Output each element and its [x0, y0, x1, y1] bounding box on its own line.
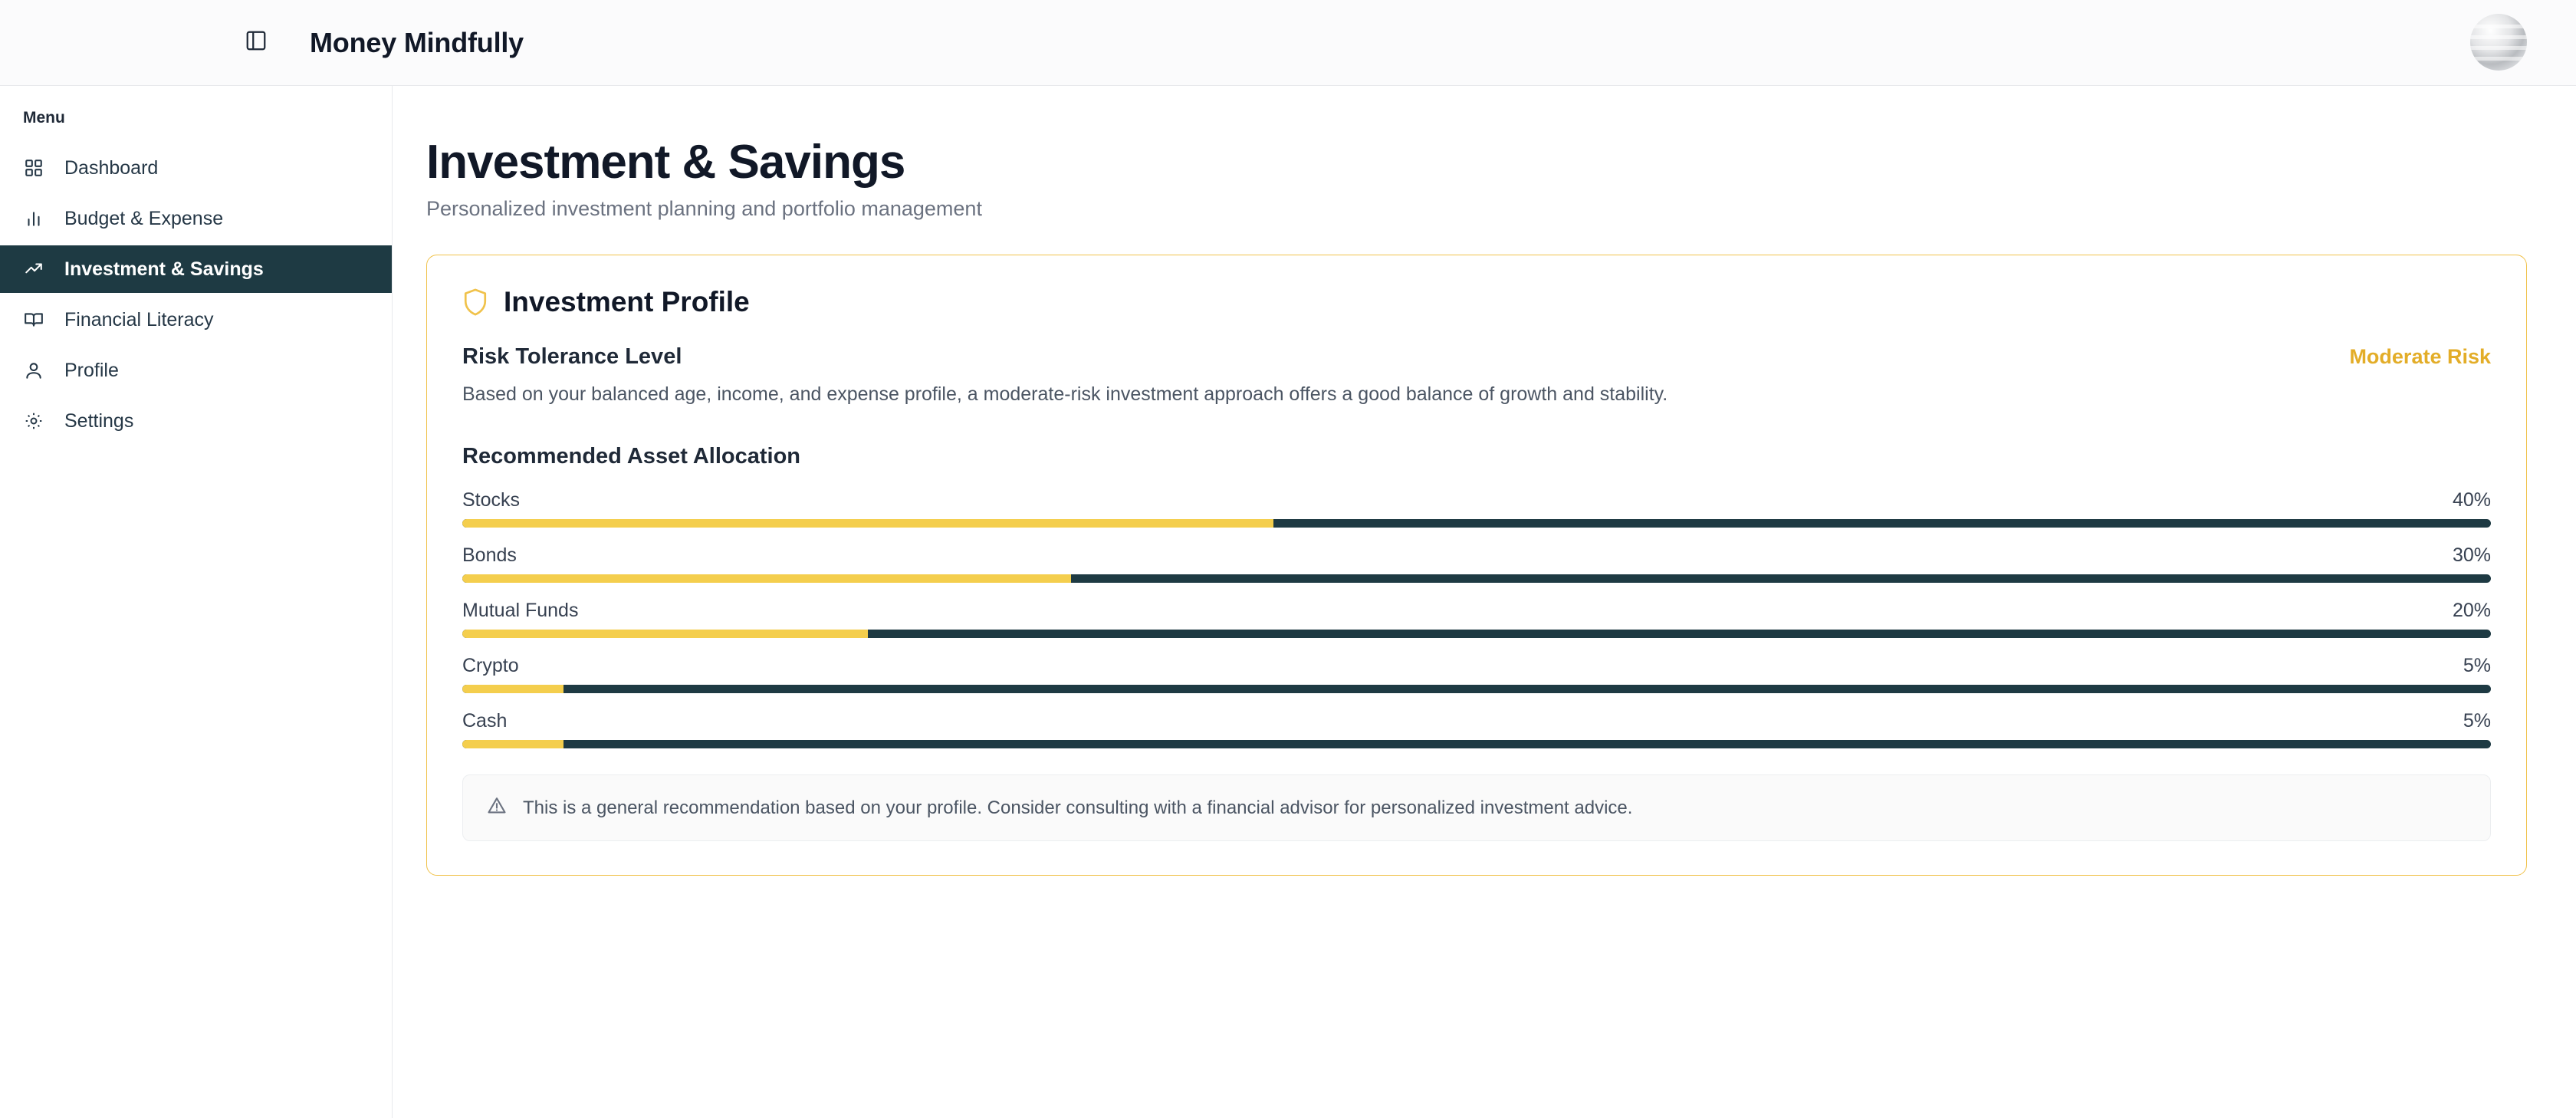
sidebar-item-label: Settings: [64, 409, 134, 432]
page-title: Investment & Savings: [426, 136, 905, 189]
allocation-label: Mutual Funds: [462, 600, 579, 621]
allocation-label: Crypto: [462, 655, 519, 676]
sidebar-item-label: Budget & Expense: [64, 207, 224, 229]
sidebar-item-label: Investment & Savings: [64, 258, 264, 280]
allocation-value: 5%: [2463, 710, 2491, 732]
allocation-row: [462, 489, 2491, 528]
sidebar-item-investment-savings[interactable]: [0, 245, 392, 293]
allocation-label: Stocks: [462, 489, 521, 511]
risk-tolerance-header: [462, 344, 2491, 370]
sidebar-section-label: Menu: [23, 109, 65, 127]
trending-up-icon: [23, 258, 44, 280]
sidebar-item-budget-expense[interactable]: [0, 195, 392, 242]
allocation-value: 20%: [2452, 600, 2491, 621]
main-content: [393, 86, 2576, 1118]
risk-tolerance-description: Based on your balanced age, income, and expense profile, a moderate-risk investment approach offers a good balance of growth and stability.: [462, 383, 1668, 405]
allocation-value: 30%: [2452, 544, 2491, 566]
user-icon: [23, 360, 44, 381]
investment-profile-card: [426, 255, 2527, 876]
avatar[interactable]: [2470, 14, 2527, 71]
status-badge: Moderate Risk: [2349, 345, 2491, 368]
allocation-row: [462, 710, 2491, 748]
grid-icon: [23, 157, 44, 179]
allocation-progress-bar: [462, 740, 2491, 748]
card-title: Investment Profile: [504, 286, 750, 317]
allocation-label: Cash: [462, 710, 508, 732]
app-title: Money Mindfully: [310, 26, 524, 58]
book-open-icon: [23, 309, 44, 330]
card-header: [462, 286, 2491, 318]
bar-chart-icon: [23, 208, 44, 229]
allocation-progress-bar: [462, 574, 2491, 583]
sidebar-item-profile[interactable]: [0, 347, 392, 394]
allocation-row: [462, 655, 2491, 693]
sidebar-item-label: Dashboard: [64, 156, 159, 179]
sidebar: [0, 86, 393, 1118]
allocation-value: 40%: [2452, 489, 2491, 511]
allocation-progress-bar: [462, 685, 2491, 693]
sidebar-item-financial-literacy[interactable]: [0, 296, 392, 344]
sidebar-item-dashboard[interactable]: [0, 144, 392, 192]
allocation-row: [462, 600, 2491, 638]
shield-icon: [462, 288, 488, 317]
top-bar: [0, 0, 2576, 86]
allocation-value: 5%: [2463, 655, 2491, 676]
sidebar-toggle-icon: [245, 29, 268, 56]
warning-triangle-icon: [486, 795, 508, 820]
allocation-title: Recommended Asset Allocation: [462, 444, 801, 469]
allocation-progress-bar: [462, 519, 2491, 528]
allocation-progress-bar: [462, 630, 2491, 638]
sidebar-item-label: Profile: [64, 359, 119, 381]
sidebar-item-label: Financial Literacy: [64, 308, 214, 330]
disclaimer-note: [462, 774, 2491, 841]
risk-tolerance-title: Risk Tolerance Level: [462, 344, 682, 369]
disclaimer-text: This is a general recommendation based on your profile. Consider consulting with a financial advisor for personalized investment advice.: [523, 797, 1633, 818]
allocation-label: Bonds: [462, 544, 517, 566]
gear-icon: [23, 410, 44, 432]
allocation-row: [462, 544, 2491, 583]
page-subtitle: Personalized investment planning and portfolio management: [426, 197, 982, 220]
sidebar-toggle-button[interactable]: [241, 28, 271, 58]
app-body: [0, 86, 2576, 1118]
sidebar-item-settings[interactable]: [0, 397, 392, 445]
